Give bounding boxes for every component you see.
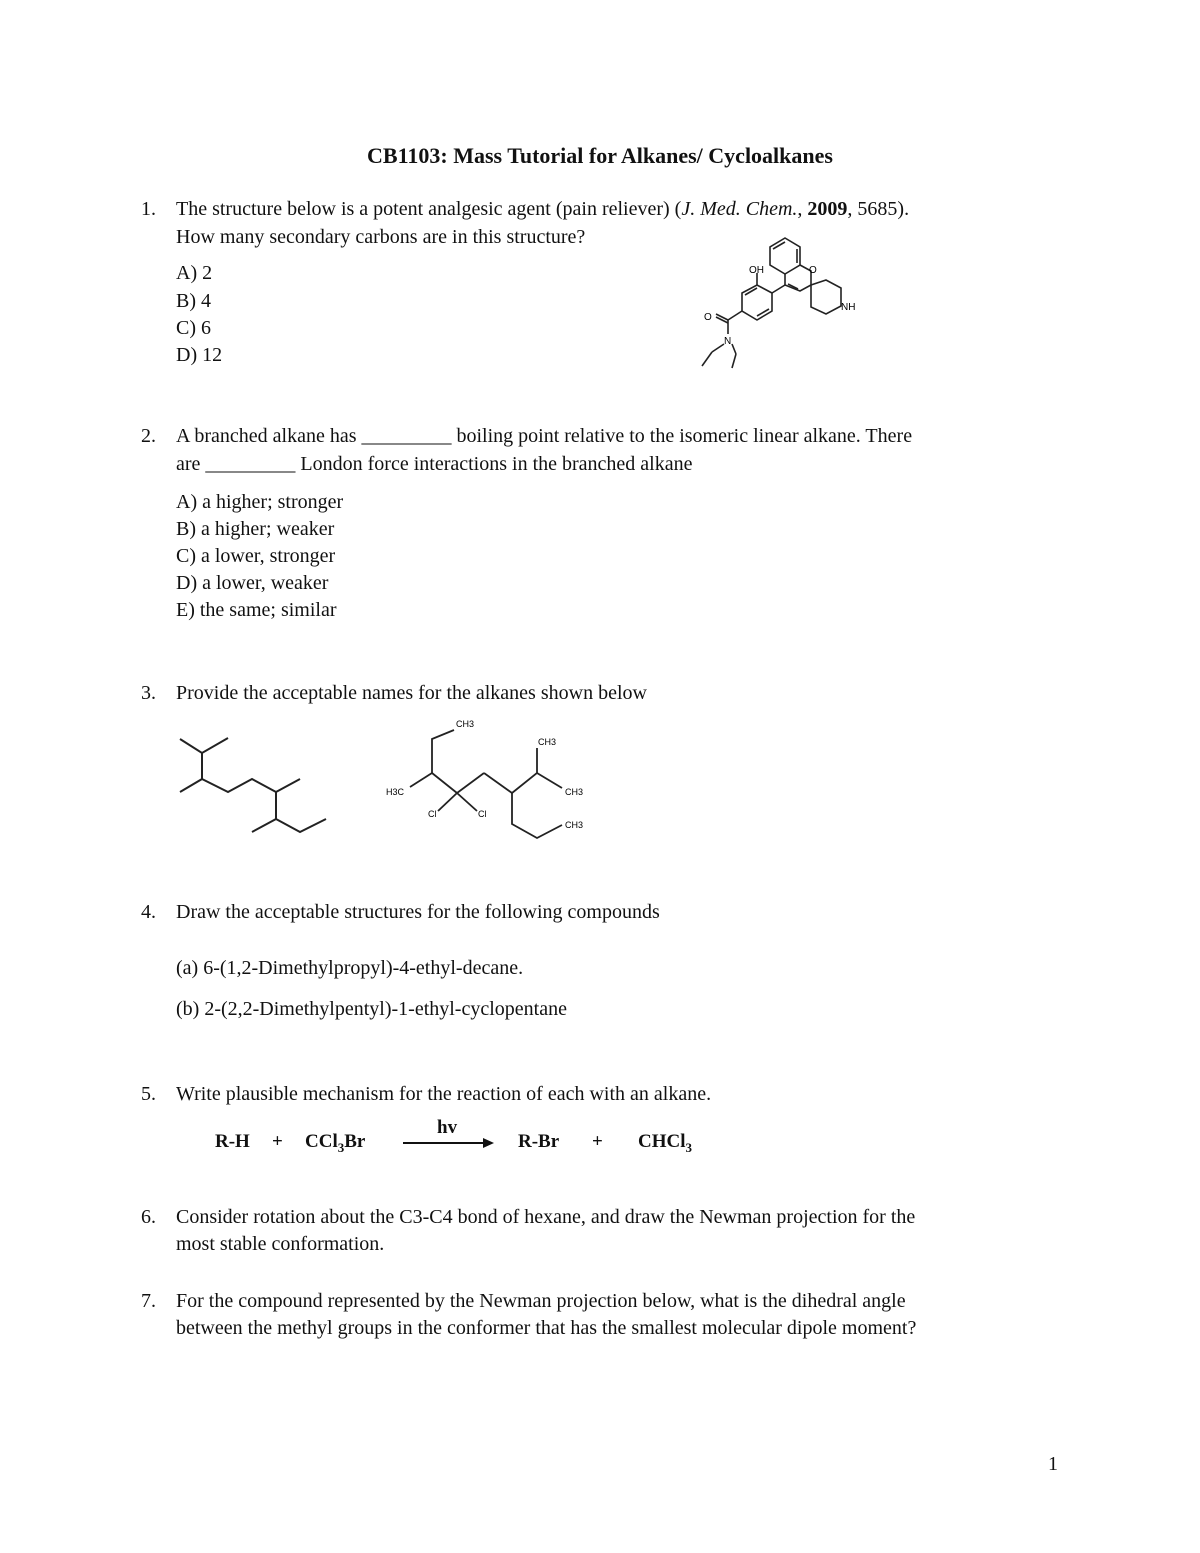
q7-line2: between the methyl groups in the conformer that has the smallest molecular dipole moment? bbox=[176, 1317, 917, 1339]
chcl3-main: CHCl bbox=[638, 1131, 686, 1152]
label-ch3-mid: CH3 bbox=[565, 787, 584, 797]
nitrogen-label: N bbox=[724, 336, 732, 347]
oh-label: OH bbox=[749, 265, 764, 276]
reactant-rh: R-H bbox=[215, 1131, 250, 1152]
label-h3c: H3C bbox=[386, 787, 405, 797]
q1-line1 bbox=[176, 195, 909, 223]
product-rbr: R-Br bbox=[518, 1131, 560, 1152]
ccl3br-subscript: 3 bbox=[337, 1139, 345, 1155]
q3-number: 3. bbox=[141, 682, 156, 704]
q2-option-b: B) a higher; weaker bbox=[176, 518, 335, 540]
q1-comma: , bbox=[797, 198, 808, 220]
plus-sign-2: + bbox=[592, 1131, 603, 1152]
ccl3br-main: CCl bbox=[305, 1131, 338, 1152]
label-ch3-top: CH3 bbox=[456, 719, 475, 729]
page-number: 1 bbox=[1048, 1453, 1058, 1475]
q2-number: 2. bbox=[141, 425, 156, 447]
q1-option-c: C) 6 bbox=[176, 317, 211, 339]
q2-line1: A branched alkane has _________ boiling point relative to the isomeric linear alkane. There bbox=[176, 425, 913, 447]
q5-number: 5. bbox=[141, 1083, 156, 1105]
plus-sign-1: + bbox=[272, 1131, 283, 1152]
q2-option-e: E) the same; similar bbox=[176, 599, 337, 621]
q2-option-c: C) a lower, stronger bbox=[176, 545, 336, 567]
q7-number: 7. bbox=[141, 1290, 156, 1312]
q4-part-a: (a) 6-(1,2-Dimethylpropyl)-4-ethyl-decane. bbox=[176, 957, 524, 979]
page-title: CB1103: Mass Tutorial for Alkanes/ Cycloalkanes bbox=[367, 143, 833, 168]
q1-option-d: D) 12 bbox=[176, 344, 223, 366]
alkane-structure-2 bbox=[382, 713, 607, 843]
q6-line1: Consider rotation about the C3-C4 bond of hexane, and draw the Newman projection for the bbox=[176, 1206, 916, 1228]
carbonyl-oxygen-label: O bbox=[704, 312, 712, 323]
chcl3-subscript: 3 bbox=[685, 1139, 692, 1155]
ring-oxygen-label: O bbox=[809, 265, 817, 276]
reaction-arrow-icon bbox=[403, 1136, 495, 1150]
q4-number: 4. bbox=[141, 901, 156, 923]
q2-option-a: A) a higher; stronger bbox=[176, 491, 344, 513]
q6-line2: most stable conformation. bbox=[176, 1233, 385, 1255]
q1-option-a: A) 2 bbox=[176, 262, 213, 284]
q2-line2: are _________ London force interactions in the branched alkane bbox=[176, 453, 693, 475]
q4-part-b: (b) 2-(2,2-Dimethylpentyl)-1-ethyl-cyclopentane bbox=[176, 998, 567, 1020]
q1-line2: How many secondary carbons are in this structure? bbox=[176, 226, 586, 248]
label-cl-2: Cl bbox=[478, 809, 487, 819]
q3-text: Provide the acceptable names for the alkanes shown below bbox=[176, 682, 647, 704]
light-hv: hv bbox=[437, 1117, 458, 1138]
q1-line1-a: The structure below is a potent analgesic agent (pain reliever) ( bbox=[176, 198, 682, 220]
q2-option-d: D) a lower, weaker bbox=[176, 572, 329, 594]
ccl3br-end: Br bbox=[344, 1131, 366, 1152]
nh-label: NH bbox=[841, 302, 856, 313]
alkane-structure-1 bbox=[170, 725, 340, 840]
q1-journal: J. Med. Chem. bbox=[681, 198, 798, 220]
q1-option-b: B) 4 bbox=[176, 290, 211, 312]
analgesic-structure bbox=[690, 228, 880, 378]
product-chcl3 bbox=[638, 1131, 692, 1156]
label-ch3-bottom: CH3 bbox=[565, 820, 584, 830]
q1-number: 1. bbox=[141, 198, 156, 220]
q7-line1: For the compound represented by the Newman projection below, what is the dihedral angle bbox=[176, 1290, 906, 1312]
q5-text: Write plausible mechanism for the reaction of each with an alkane. bbox=[176, 1083, 712, 1105]
q4-text: Draw the acceptable structures for the following compounds bbox=[176, 901, 660, 923]
reactant-ccl3br bbox=[305, 1131, 365, 1156]
q1-line1-b: , 5685). bbox=[847, 198, 910, 220]
label-ch3-right-top: CH3 bbox=[538, 737, 557, 747]
q1-year: 2009 bbox=[807, 198, 848, 220]
q6-number: 6. bbox=[141, 1206, 156, 1228]
label-cl-1: Cl bbox=[428, 809, 437, 819]
